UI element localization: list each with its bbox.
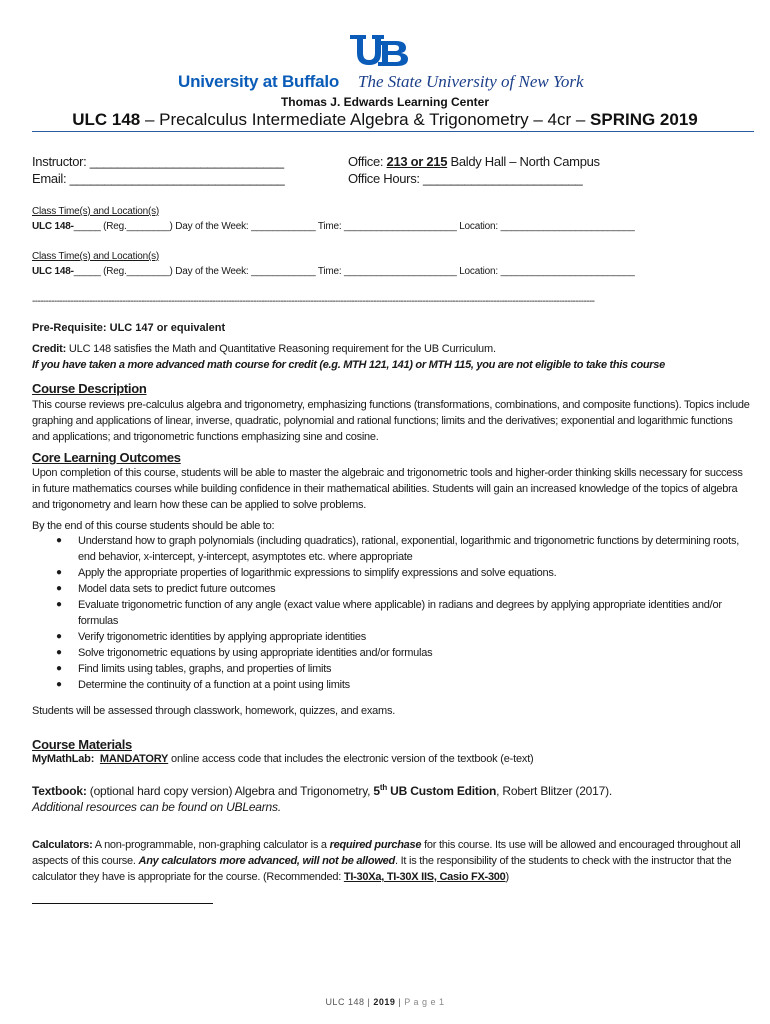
title-rule bbox=[32, 131, 754, 132]
description-text: This course reviews pre-calculus algebra and trigonometry, emphasizing functions (transformations, combinations, and composite functions). Topics include graphing and applications of linear, inverse, quadratic, polynomial and rational functions; limits and the derivatives; exponential and logarithmic functions and applications; and trigonometric functions emphasizing sine and cosine. bbox=[32, 399, 750, 443]
course-code: ULC 148 bbox=[72, 110, 141, 129]
footnote-rule bbox=[32, 903, 213, 904]
outcome-text: Evaluate trigonometric function of any angle (exact value where applicable) in radians and degrees by applying appropriate identities and/or formulas bbox=[78, 599, 722, 627]
bullet-icon: ● bbox=[56, 567, 62, 578]
class-details-2: _____ (Reg.________) Day of the Week: ____________ Time: _____________________ Location: _________________________ bbox=[73, 266, 635, 277]
mandatory-label: MANDATORY bbox=[99, 753, 169, 765]
credit-line bbox=[32, 343, 496, 355]
class-times-line-1 bbox=[32, 221, 635, 232]
list-item bbox=[32, 661, 752, 677]
credit-warning: If you have taken a more advanced math course for credit (e.g. MTH 121, 141) or MTH 115, you are not eligible to take this course bbox=[32, 359, 665, 371]
textbook-label: Textbook: bbox=[32, 784, 87, 798]
dashed-divider: -------------------------------------------------------------------------------------------------------------------------------------------------------------------------------------------------------------- bbox=[32, 296, 595, 307]
outcome-text: Solve trigonometric equations by using appropriate identities and/or formulas bbox=[78, 647, 433, 659]
additional-resources: Additional resources can be found on UBLearns. bbox=[32, 800, 281, 814]
calculators-warning: Any calculators more advanced, will not be allowed bbox=[138, 855, 395, 867]
office-label: Office: bbox=[348, 154, 387, 169]
description-heading: Course Description bbox=[32, 381, 147, 396]
outcomes-text: Upon completion of this course, students will be able to master the algebraic and trigonometric tools and higher-order thinking skills necessary for success in future mathematics courses while building confidence in their mathematical abilities. Students will gain an increased knowledge of the topics of algebra and trigonometry and learn how these can be applied to solve problems. bbox=[32, 467, 743, 511]
textbook-text: (optional hard copy version) Algebra and Trigonometry, bbox=[86, 784, 374, 798]
bullet-icon: ● bbox=[56, 647, 62, 658]
list-item bbox=[32, 645, 752, 661]
suny-name: The State University of New York bbox=[358, 72, 584, 91]
bullet-icon: ● bbox=[56, 631, 62, 642]
outcomes-list bbox=[32, 533, 752, 693]
footer-year: 2019 bbox=[373, 997, 396, 1007]
outcome-text: Model data sets to predict future outcomes bbox=[78, 583, 276, 595]
class-code-2: ULC 148- bbox=[32, 266, 74, 277]
class-times-line-2 bbox=[32, 266, 635, 277]
page-footer bbox=[0, 997, 770, 1007]
bullet-icon: ● bbox=[56, 663, 62, 674]
required-purchase: required purchase bbox=[329, 839, 422, 851]
footer-page: P a g e 1 bbox=[404, 997, 445, 1007]
list-item bbox=[32, 677, 752, 693]
prereq-value: ULC 147 or equivalent bbox=[109, 322, 226, 334]
instructor-line: Instructor: ____________________________ bbox=[32, 154, 284, 169]
list-item bbox=[32, 629, 752, 645]
mymathlab-text: online access code that includes the electronic version of the textbook (e-text) bbox=[168, 753, 534, 765]
credit-label: Credit: bbox=[32, 343, 67, 355]
footer-course: ULC 148 bbox=[325, 997, 365, 1007]
edition-number: 5 bbox=[373, 784, 380, 798]
footer-separator: | bbox=[364, 997, 374, 1007]
office-hours-line: Office Hours: _______________________ bbox=[348, 171, 583, 186]
bullet-icon: ● bbox=[56, 599, 62, 610]
outcomes-heading: Core Learning Outcomes bbox=[32, 450, 181, 465]
calculators-paragraph bbox=[32, 837, 752, 885]
calculators-label: Calculators: bbox=[32, 839, 93, 851]
credit-text: ULC 148 satisfies the Math and Quantitative Reasoning requirement for the UB Curriculum. bbox=[66, 343, 496, 355]
assessment-text: Students will be assessed through classwork, homework, quizzes, and exams. bbox=[32, 705, 396, 717]
outcome-text: Find limits using tables, graphs, and properties of limits bbox=[78, 663, 332, 675]
class-times-heading-2: Class Time(s) and Location(s) bbox=[32, 251, 160, 262]
edition-name: UB Custom Edition bbox=[387, 784, 497, 798]
course-term: SPRING 2019 bbox=[590, 110, 698, 129]
prereq-label: Pre-Requisite: bbox=[32, 322, 110, 334]
outcomes-intro: By the end of this course students should be able to: bbox=[32, 520, 275, 532]
class-code-1: ULC 148- bbox=[32, 221, 74, 232]
materials-heading: Course Materials bbox=[32, 737, 132, 752]
office-rooms: 213 or 215 bbox=[386, 154, 448, 169]
prereq-line bbox=[32, 322, 225, 334]
email-line: Email: _______________________________ bbox=[32, 171, 285, 186]
mymathlab-label: MyMathLab: bbox=[32, 753, 95, 765]
edition-suffix: th bbox=[379, 783, 388, 792]
outcome-text: Apply the appropriate properties of logarithmic expressions to simplify expressions and solve equations. bbox=[78, 567, 557, 579]
learning-center-name: Thomas J. Edwards Learning Center bbox=[280, 95, 490, 109]
class-times-heading-1: Class Time(s) and Location(s) bbox=[32, 206, 160, 217]
outcome-text: Understand how to graph polynomials (including quadratics), rational, exponential, logarithmic and trigonometric functions by determining roots, end behavior, x-intercept, y-intercept, asymptotes etc. where appropriate bbox=[78, 535, 740, 563]
list-item bbox=[32, 533, 752, 565]
calculators-text-c: . It is the responsibility of the students to check with the instructor that the calculator they have is appropriate for the course. (Recommended: bbox=[32, 855, 732, 883]
bullet-icon: ● bbox=[56, 535, 62, 546]
course-name: – Precalculus Intermediate Algebra & Trigonometry – 4cr – bbox=[140, 110, 591, 129]
list-item bbox=[32, 597, 752, 629]
class-details-1: _____ (Reg.________) Day of the Week: ____________ Time: _____________________ Location: _________________________ bbox=[73, 221, 635, 232]
textbook-line bbox=[32, 783, 612, 798]
mymathlab-line bbox=[32, 753, 534, 765]
bullet-icon: ● bbox=[56, 583, 62, 594]
textbook-author: , Robert Blitzer (2017). bbox=[496, 784, 613, 798]
outcome-text: Verify trigonometric identities by applying appropriate identities bbox=[78, 631, 366, 643]
office-line bbox=[348, 154, 600, 169]
outcome-text: Determine the continuity of a function at a point using limits bbox=[78, 679, 350, 691]
course-title bbox=[0, 110, 770, 130]
calculators-text-d: ) bbox=[505, 871, 509, 883]
footer-separator: | bbox=[395, 997, 405, 1007]
list-item bbox=[32, 565, 752, 581]
office-location: Baldy Hall – North Campus bbox=[447, 154, 600, 169]
calculators-text-a: A non-programmable, non-graphing calculator is a bbox=[92, 839, 330, 851]
ub-logo-icon bbox=[348, 33, 410, 72]
list-item bbox=[32, 581, 752, 597]
calculators-text-b: for this course. Its use will be allowed and encouraged throughout all aspects of this course. bbox=[32, 839, 741, 867]
bullet-icon: ● bbox=[56, 679, 62, 690]
calculator-models: TI-30Xa, TI-30X IIS, Casio FX-300 bbox=[343, 871, 506, 883]
university-name: University at Buffalo bbox=[178, 72, 340, 91]
